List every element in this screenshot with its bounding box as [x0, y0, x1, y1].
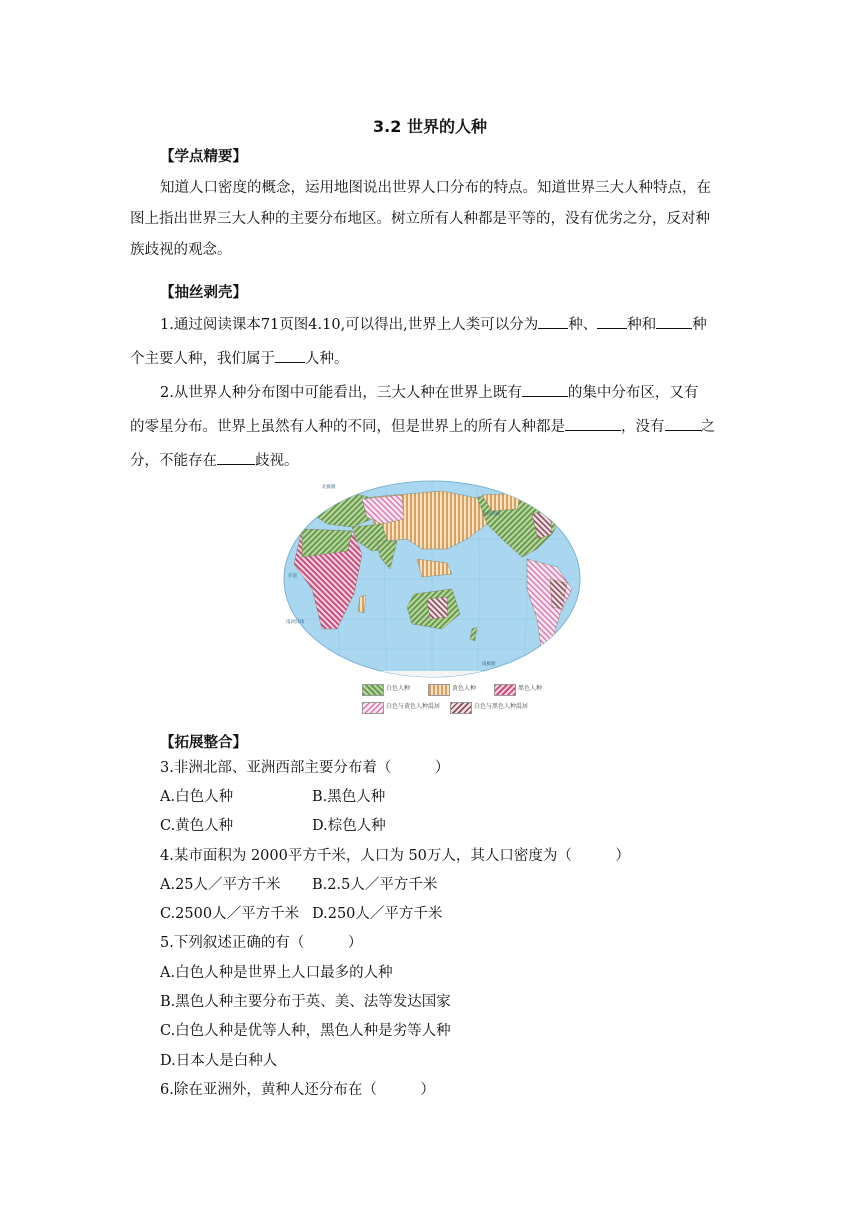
question-text: 的集中分布区，又有	[567, 385, 699, 401]
question-text: ，没有	[621, 419, 665, 435]
legend-item-yellow	[428, 682, 490, 696]
option-3a[interactable]: A.白色人种	[160, 789, 234, 805]
option-5d[interactable]: D.日本人是白种人	[160, 1053, 278, 1069]
paragraph-line: 图上指出世界三大人种的主要分布地区。树立所有人种都是平等的，没有优劣之分，反对种	[130, 211, 710, 227]
legend-item-white	[362, 682, 424, 696]
question-text: 种、	[568, 317, 598, 333]
answer-blank[interactable]	[522, 382, 568, 397]
option-4b[interactable]: B.2.5人／平方千米	[312, 877, 438, 893]
question-text: 个主要人种，我们属于	[130, 351, 275, 367]
legend-label: 黑色人种	[518, 685, 543, 692]
legend-label: 白色与黄色人种混居	[386, 703, 441, 710]
arctic-circle-label: 北极圈	[322, 485, 336, 490]
answer-blank[interactable]	[665, 416, 701, 431]
world-race-map	[282, 479, 582, 679]
map-legend	[362, 682, 562, 718]
legend-item-white-yellow-mixed	[362, 700, 452, 714]
question-text: 2.从世界人种分布图中可能看出，三大人种在世界上既有	[160, 385, 522, 401]
legend-label: 黄色人种	[452, 685, 477, 692]
question-text: 分，不能存在	[130, 453, 217, 469]
antarctica-region	[282, 671, 582, 679]
option-5b[interactable]: B.黑色人种主要分布于英、美、法等发达国家	[160, 994, 451, 1010]
legend-label: 白色人种	[386, 685, 411, 692]
question-text: 歧视。	[255, 453, 299, 469]
question-text: 种和	[627, 317, 657, 333]
option-3c[interactable]: C.黄色人种	[160, 818, 234, 834]
legend-item-black	[494, 682, 556, 696]
option-5a[interactable]: A.白色人种是世界上人口最多的人种	[160, 965, 393, 981]
question-2	[160, 382, 698, 403]
question-text: 人种。	[305, 351, 349, 367]
section-heading-extension: 【拓展整合】	[160, 735, 247, 751]
option-4a[interactable]: A.25人／平方千米	[160, 877, 281, 893]
question-4: 4.某市面积为 2000平方千米，人口为 50万人，其人口密度为（ ）	[160, 848, 630, 864]
answer-blank[interactable]	[565, 416, 621, 431]
answer-blank[interactable]	[656, 314, 692, 329]
option-3d[interactable]: D.棕色人种	[312, 818, 386, 834]
legend-swatch	[428, 684, 450, 696]
question-text: 1.通过阅读课本71页图4.10,可以得出,世界上人类可以分为	[160, 317, 539, 333]
legend-label: 白色与黑色人种混居	[474, 703, 529, 710]
question-text: 的零星分布。世界上虽然有人种的不同，但是世界上的所有人种都是	[130, 419, 565, 435]
paragraph-line: 族歧视的观念。	[130, 242, 232, 258]
equator-label: 赤道	[288, 574, 297, 579]
question-2-cont	[130, 416, 715, 437]
tropic-north-label: 北回归线	[482, 512, 500, 517]
tropic-south-label: 南回归线	[286, 620, 304, 625]
question-2-cont2	[130, 450, 299, 471]
option-3b[interactable]: B.黑色人种	[312, 789, 386, 805]
option-4d[interactable]: D.250人／平方千米	[312, 906, 443, 922]
legend-swatch	[362, 702, 384, 714]
answer-blank[interactable]	[597, 314, 627, 329]
option-5c[interactable]: C.白色人种是优等人种，黑色人种是劣等人种	[160, 1023, 451, 1039]
australia-mixed-region	[427, 597, 448, 619]
option-4c[interactable]: C.2500人／平方千米	[160, 906, 300, 922]
answer-blank[interactable]	[275, 348, 305, 363]
paragraph-line: 知道人口密度的概念，运用地图说出世界人口分布的特点。知道世界三大人种特点，在	[160, 180, 711, 196]
question-text: 之	[700, 419, 715, 435]
question-1	[160, 314, 707, 335]
section-heading-key-points: 【学点精要】	[160, 149, 247, 165]
legend-item-white-black-mixed	[450, 700, 550, 714]
question-1-cont	[130, 348, 349, 369]
question-text: 种	[692, 317, 707, 333]
question-5: 5.下列叙述正确的有（ ）	[160, 935, 363, 951]
section-heading-analysis: 【抽丝剥壳】	[160, 285, 247, 301]
legend-swatch	[494, 684, 516, 696]
answer-blank[interactable]	[217, 450, 255, 465]
question-6: 6.除在亚洲外，黄种人还分布在（ ）	[160, 1082, 435, 1098]
legend-swatch	[362, 684, 384, 696]
antarctic-circle-label: 南极圈	[482, 662, 496, 667]
legend-swatch	[450, 702, 472, 714]
page-title: 3.2 世界的人种	[373, 117, 487, 136]
question-3: 3.非洲北部、亚洲西部主要分布着（ ）	[160, 760, 450, 776]
answer-blank[interactable]	[538, 314, 568, 329]
